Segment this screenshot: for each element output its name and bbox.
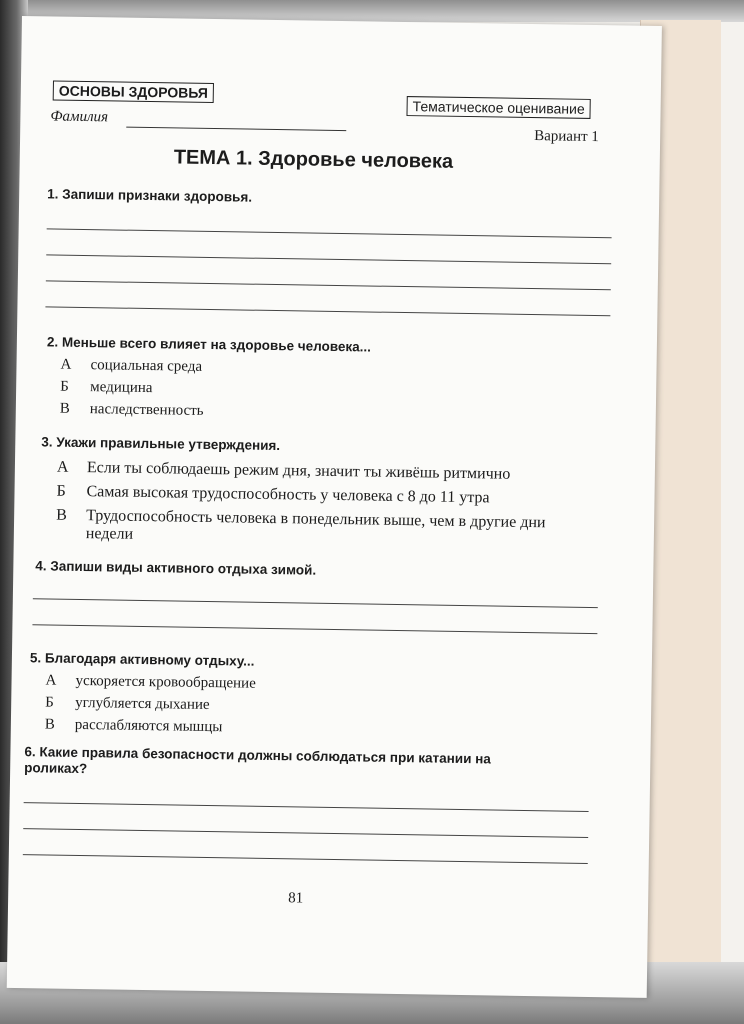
worksheet-page	[7, 16, 662, 998]
question-5: 5. Благодаря активному отдыху...	[29, 650, 255, 669]
subject-label: ОСНОВЫ ЗДОРОВЬЯ	[53, 80, 214, 103]
variant-label: Вариант 1	[534, 128, 599, 146]
answer-line	[47, 228, 612, 238]
page-number: 81	[288, 890, 304, 907]
option-letter: А	[45, 672, 57, 689]
option-letter: А	[56, 458, 69, 476]
option-letter: Б	[45, 694, 54, 711]
option-text: расслабляются мышцы	[74, 716, 223, 736]
option-letter: В	[56, 506, 67, 524]
question-4: 4. Запиши виды активного отдыха зимой.	[35, 558, 317, 578]
option-text: углубляется дыхание	[75, 694, 210, 714]
option-letter: Б	[56, 482, 66, 500]
question-1: 1. Запиши признаки здоровья.	[47, 186, 253, 205]
option-letter: В	[44, 716, 56, 733]
option-letter: А	[60, 356, 72, 373]
answer-line	[24, 802, 589, 812]
option-2c	[60, 401, 204, 420]
answer-line	[23, 854, 588, 864]
option-5c	[45, 716, 223, 736]
option-text: Если ты соблюдаешь режим дня, значит ты живёшь ритмично	[86, 459, 511, 483]
option-2a	[60, 357, 202, 376]
option-letter: В	[59, 400, 70, 417]
surname-line	[126, 127, 346, 131]
option-3a	[57, 459, 511, 484]
option-text: медицина	[90, 379, 153, 397]
answer-line	[33, 598, 598, 608]
option-3b	[56, 483, 489, 508]
option-text: Трудоспособность человека в понедельник выше, чем в другие дни недели	[85, 507, 546, 543]
option-text: наследственность	[89, 401, 204, 419]
question-3: 3. Укажи правильные утверждения.	[41, 434, 281, 454]
page-title: ТЕМА 1. Здоровье человека	[173, 146, 454, 173]
option-text: Самая высокая трудоспособность у человека с 8 до 11 утра	[86, 483, 490, 507]
option-5a	[45, 672, 256, 692]
surname-label: Фамилия	[50, 108, 109, 126]
answer-line	[46, 254, 611, 264]
option-3c	[56, 507, 596, 551]
answer-line	[45, 306, 610, 316]
option-text: социальная среда	[90, 357, 203, 375]
answer-line	[32, 624, 597, 634]
answer-line	[46, 280, 611, 290]
option-text: ускоряется кровообращение	[75, 672, 256, 692]
question-2: 2. Меньше всего влияет на здоровье человека...	[46, 334, 372, 355]
question-6: 6. Какие правила безопасности должны соблюдаться при катании на роликах?	[24, 744, 491, 777]
option-5b	[45, 694, 210, 714]
answer-line	[23, 828, 588, 838]
assessment-label: Тематическое оценивание	[406, 96, 590, 119]
option-letter: Б	[60, 378, 69, 395]
option-2b	[60, 379, 153, 397]
